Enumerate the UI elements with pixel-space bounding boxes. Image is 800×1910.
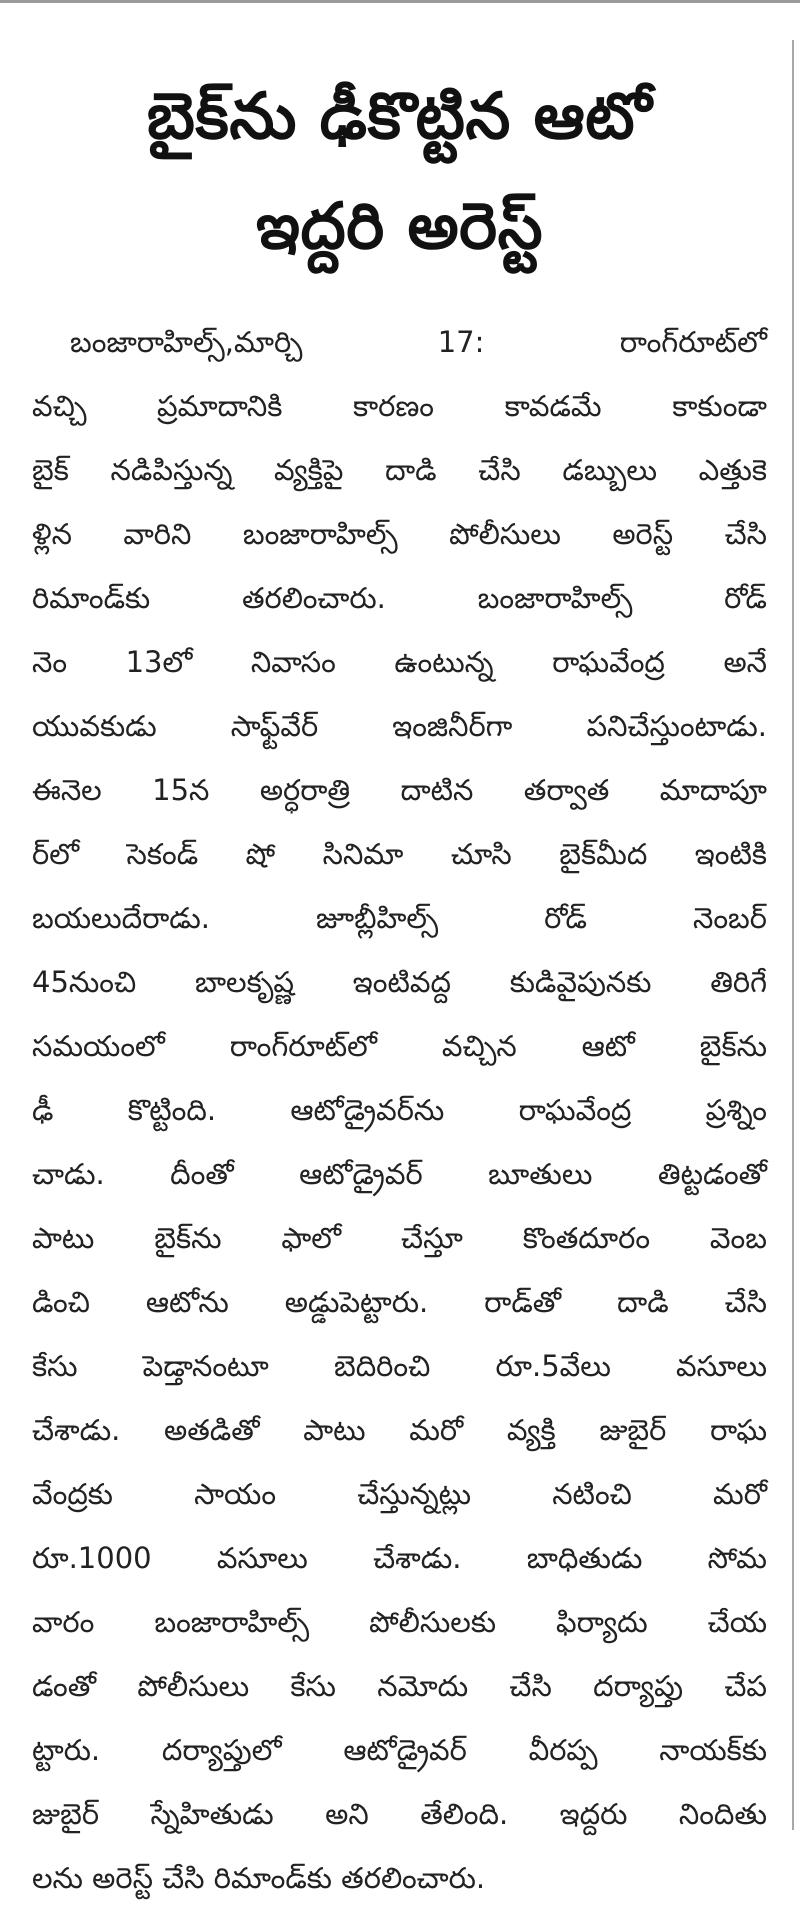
article-headline <box>32 62 767 282</box>
article-body <box>32 310 767 1910</box>
body-line: బంజారాహిల్స్,మార్చి 17: రాంగ్‌రూట్‌లో <box>70 325 767 359</box>
body-line: బైక్ నడిపిస్తున్న వ్యక్తిపై దాడి చేసి డబ్బులు ఎత్తుకె <box>32 453 767 487</box>
body-line: చేశాడు. అతడితో పాటు మరో వ్యక్తి జుబైర్ రాఘ <box>32 1413 767 1447</box>
body-line: రూ.1000 వసూలు చేశాడు. బాధితుడు సోమ <box>32 1541 767 1575</box>
body-line: ర్‌లో సెకండ్ షో సినిమా చూసి బైక్‌మీద ఇంటికి <box>32 837 767 871</box>
headline-line-1: బైక్‌ను ఢీకొట్టిన ఆటో <box>146 80 653 154</box>
column-divider-rule <box>792 40 794 1830</box>
body-line: చాడు. దీంతో ఆటోడ్రైవర్ బూతులు తిట్టడంతో <box>32 1157 767 1191</box>
body-line: పాటు బైక్‌ను ఫాలో చేస్తూ కొంతదూరం వెంబ <box>32 1221 767 1255</box>
body-line: ఢీ కొట్టింది. ఆటోడ్రైవర్‌ను రాఘవేంద్ర ప్రశ్నిం <box>32 1093 767 1127</box>
body-line: జుబైర్ స్నేహితుడు అని తేలింది. ఇద్దరు నిందితు <box>32 1797 767 1831</box>
body-line: బయలుదేరాడు. జూబ్లీహిల్స్ రోడ్ నెంబర్ <box>32 901 767 935</box>
body-line: రిమాండ్‌కు తరలించారు. బంజారాహిల్స్ రోడ్ <box>32 581 767 615</box>
body-line: కేసు పెడ్తానంటూ బెదిరించి రూ.5వేలు వసూలు <box>32 1349 767 1383</box>
body-line: వేంద్రకు సాయం చేస్తున్నట్లు నటించి మరో <box>32 1477 767 1511</box>
headline-line-2: ఇద్దరి అరెస్ట్ <box>255 190 544 264</box>
body-line: నెం 13లో నివాసం ఉంటున్న రాఘవేంద్ర అనే <box>32 645 767 679</box>
body-line: ళ్లిన వారిని బంజారాహిల్స్ పోలీసులు అరెస్ట్ చేసి <box>32 517 767 551</box>
clipping-top-border <box>0 0 800 3</box>
body-line: లను అరెస్ట్ చేసి రిమాండ్‌కు తరలించారు. <box>32 1861 486 1895</box>
body-line: డంతో పోలీసులు కేసు నమోదు చేసి దర్యాప్తు చేప <box>32 1669 767 1703</box>
body-line: వారం బంజారాహిల్స్ పోలీసులకు ఫిర్యాదు చేయ <box>32 1605 767 1639</box>
body-line: వచ్చి ప్రమాదానికి కారణం కావడమే కాకుండా <box>32 389 767 423</box>
body-line: ట్టారు. దర్యాప్తులో ఆటోడ్రైవర్ వీరప్ప నాయక్‌కు <box>32 1733 767 1767</box>
body-line: 45నుంచి బాలకృష్ణ ఇంటివద్ద కుడివైపునకు తిరిగే <box>32 965 767 999</box>
body-line: డించి ఆటోను అడ్డుపెట్టారు. రాడ్‌తో దాడి చేసి <box>32 1285 767 1319</box>
body-line: యువకుడు సాఫ్ట్‌వేర్ ఇంజినీర్‌గా పనిచేస్తుంటాడు. <box>32 709 767 743</box>
body-line: ఈనెల 15న అర్ధరాత్రి దాటిన తర్వాత మాదాపూ <box>32 773 767 807</box>
body-line: సమయంలో రాంగ్‌రూట్‌లో వచ్చిన ఆటో బైక్‌ను <box>32 1029 767 1063</box>
news-article <box>32 62 767 1910</box>
